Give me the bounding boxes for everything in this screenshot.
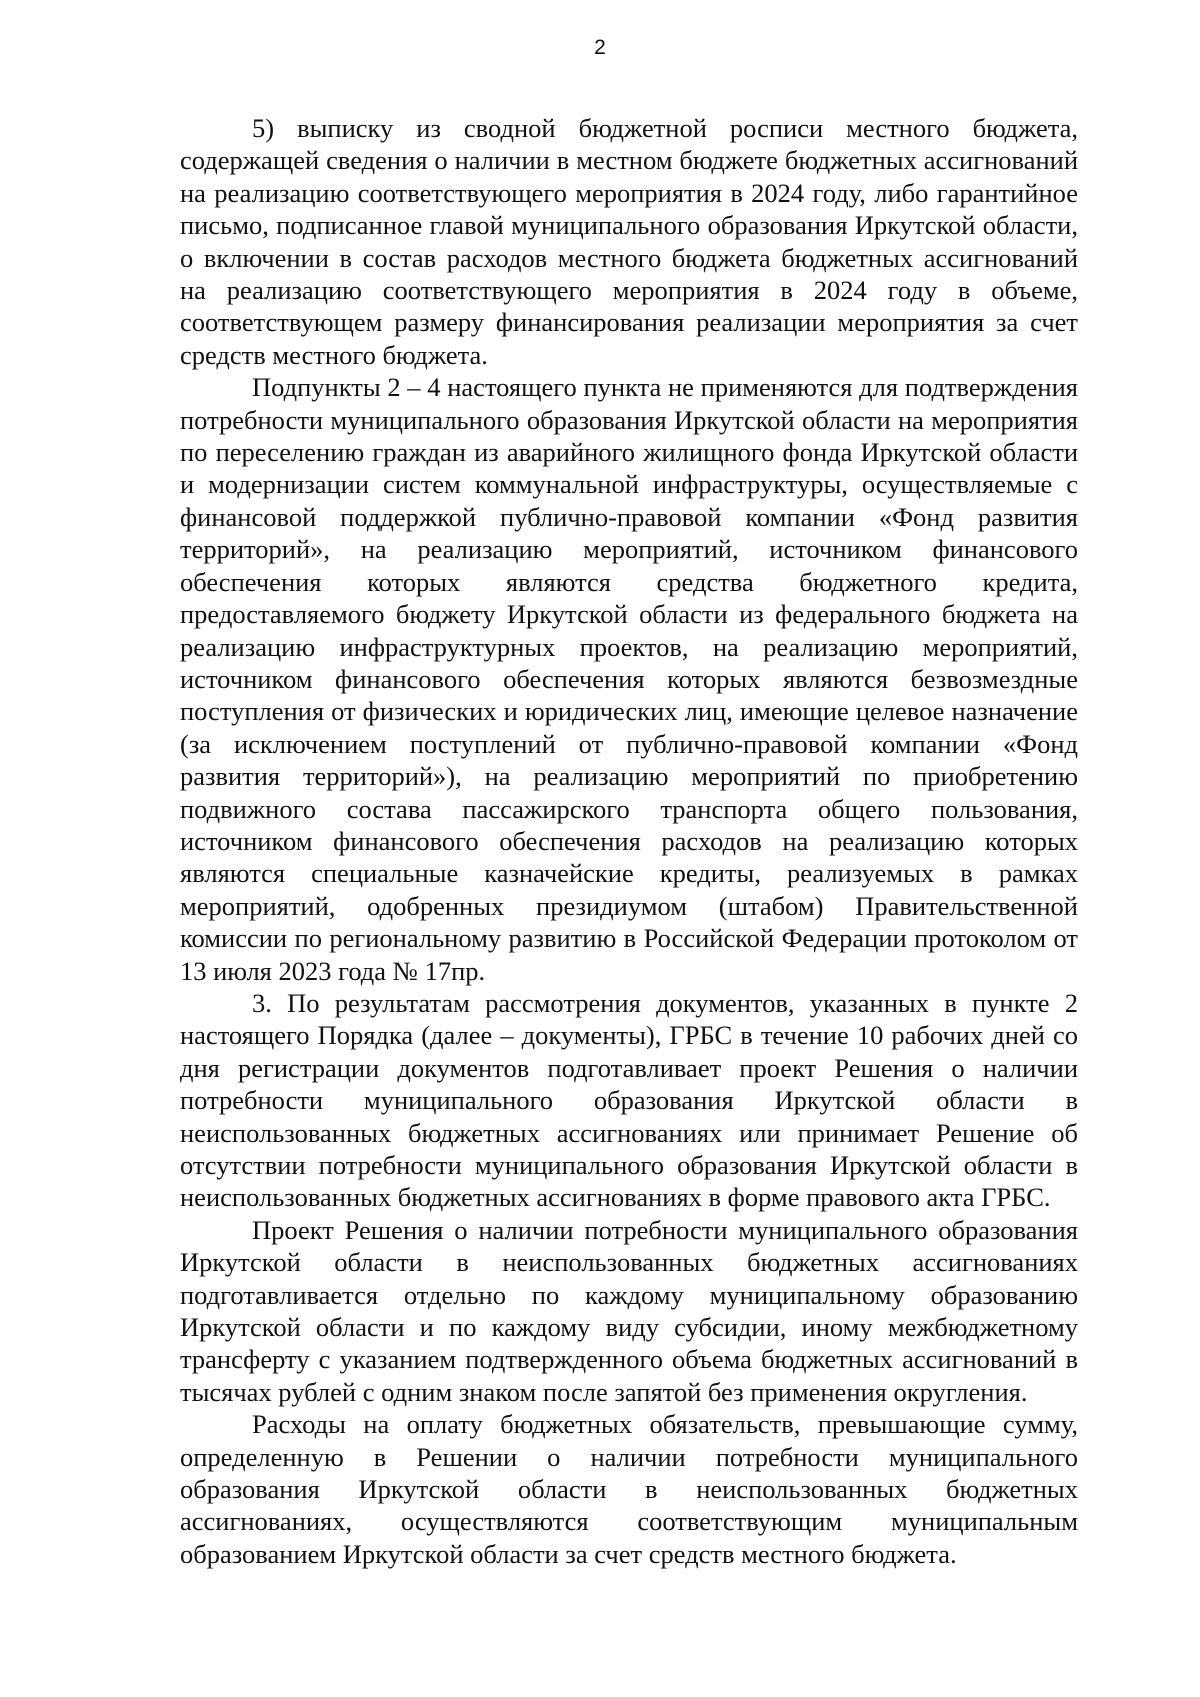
paragraph-draft-decision: Проект Решения о наличии потребности муниципального образования Иркутской области в неиспользованных бюджетных ассигнованиях подготавливается отдельно по каждому муниципальному образованию Иркутской области и по каждому виду субсидии, иному межбюджетному трансферту с указанием подтвержденного объема бюджетных ассигнований в тысячах рублей с одним знаком после запятой без применения округления. (180, 1214, 1078, 1407)
paragraph-item-5: 5) выписку из сводной бюджетной росписи местного бюджета, содержащей сведения о наличии в местном бюджете бюджетных ассигнований на реализацию соответствующего мероприятия в 2024 году, либо гарантийное письмо, подписанное главой муниципального образования Иркутской области, о включении в состав расходов местного бюджета бюджетных ассигнований на реализацию соответствующего мероприятия в 2024 году в объеме, соответствующем размеру финансирования реализации мероприятия за счет средств местного бюджета. (180, 113, 1078, 370)
document-body (180, 112, 1078, 1570)
paragraph-clause-3: 3. По результатам рассмотрения документов, указанных в пункте 2 настоящего Порядка (далее – документы), ГРБС в течение 10 рабочих дней со дня регистрации документов подготавливает проект Решения о наличии потребности муниципального образования Иркутской области в неиспользованных бюджетных ассигнованиях или принимает Решение об отсутствии потребности муниципального образования Иркутской области в неиспользованных бюджетных ассигнованиях в форме правового акта ГРБС. (180, 987, 1078, 1213)
page-number: 2 (594, 36, 606, 59)
paragraph-expenses: Расходы на оплату бюджетных обязательств, превышающие сумму, определенную в Решении о наличии потребности муниципального образования Иркутской области в неиспользованных бюджетных ассигнованиях, осуществляются соответствующим муниципальным образованием Иркутской области за счет средств местного бюджета. (180, 1409, 1078, 1569)
paragraph-exceptions: Подпункты 2 – 4 настоящего пункта не применяются для подтверждения потребности муниципального образования Иркутской области на мероприятия по переселению граждан из аварийного жилищного фонда Иркутской области и модернизации систем коммунальной инфраструктуры, осуществляемые с финансовой поддержкой публично-правовой компании «Фонд развития территорий», на реализацию мероприятий, источником финансового обеспечения которых являются средства бюджетного кредита, предоставляемого бюджету Иркутской области из федерального бюджета на реализацию инфраструктурных проектов, на реализацию мероприятий, источником финансового обеспечения которых являются безвозмездные поступления от физических и юридических лиц, имеющие целевое назначение (за исключением поступлений от публично-правовой компании «Фонд развития территорий»), на реализацию мероприятий по приобретению подвижного состава пассажирского транспорта общего пользования, источником финансового обеспечения расходов на реализацию которых являются специальные казначейские кредиты, реализуемых в рамках мероприятий, одобренных президиумом (штабом) Правительственной комиссии по региональному развитию в Российской Федерации протоколом от 13 июля 2023 года № 17пр. (180, 372, 1078, 986)
